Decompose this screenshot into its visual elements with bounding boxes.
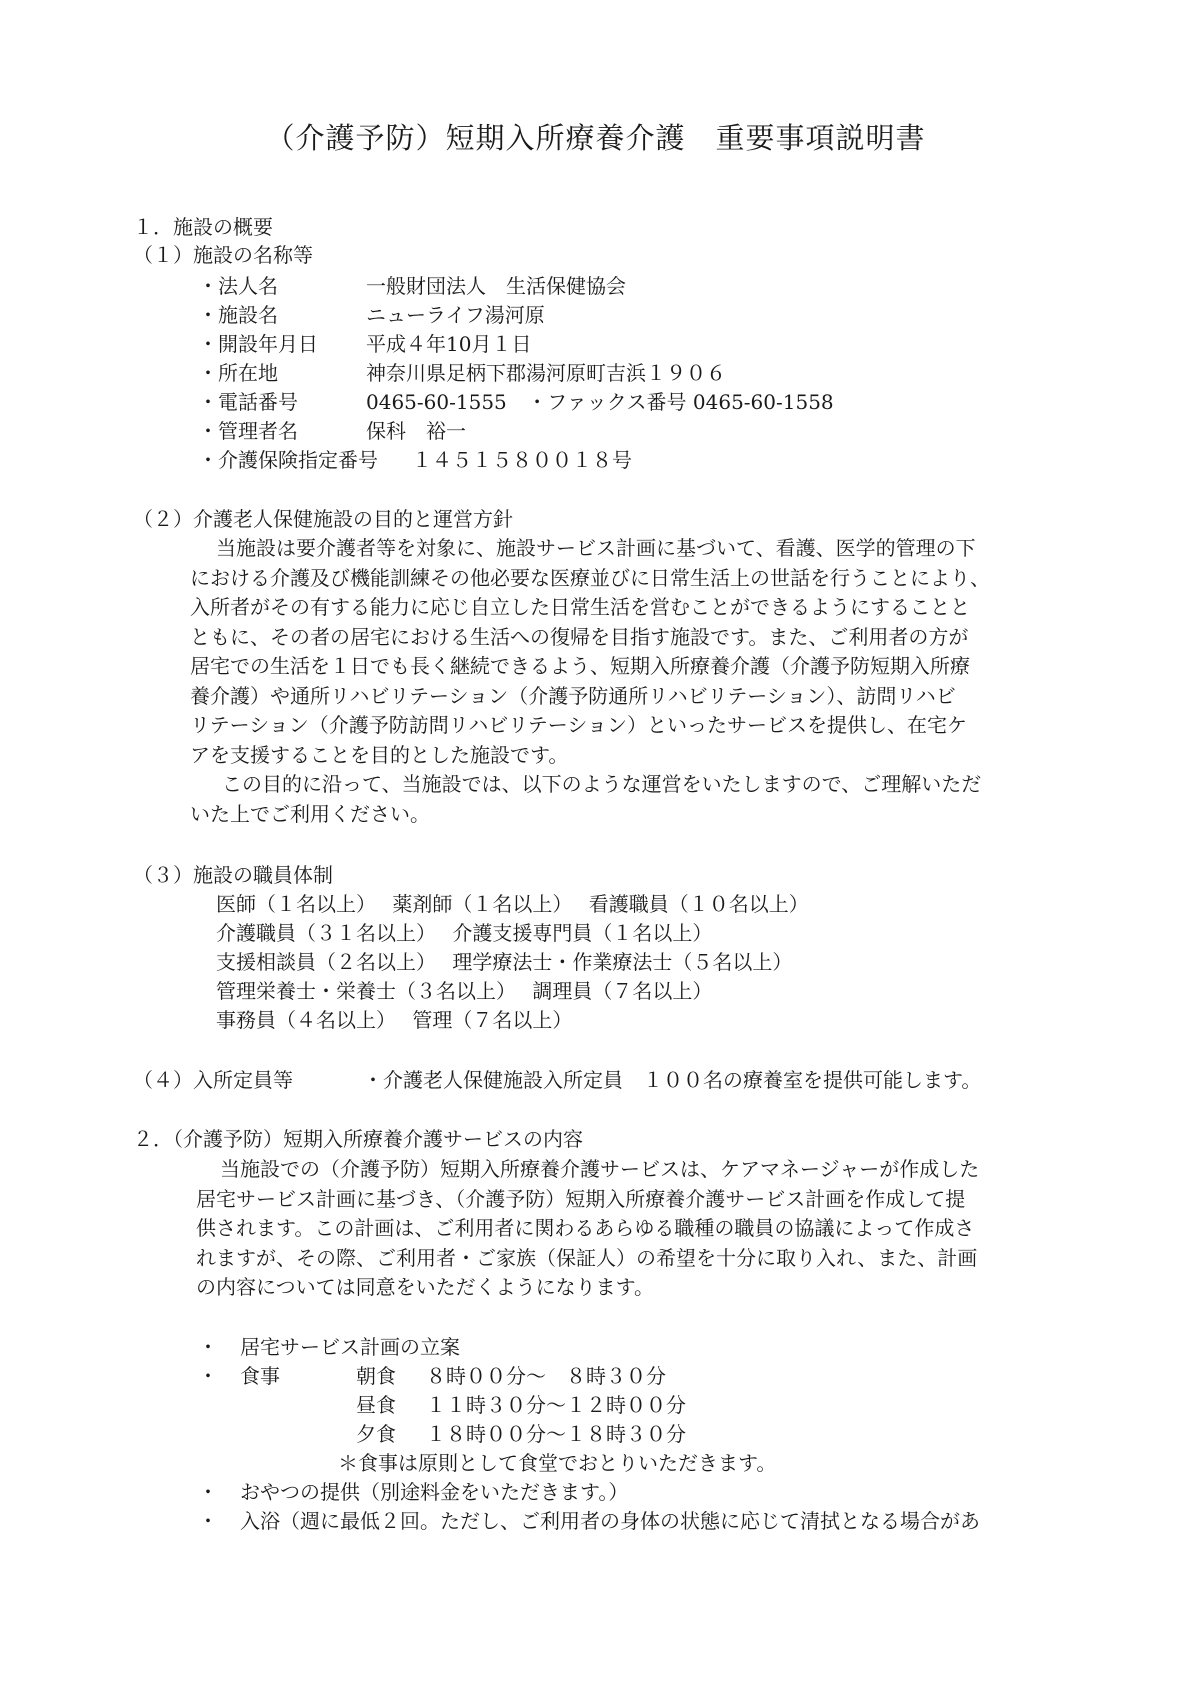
subsection-1-4-heading: （４）入所定員等 — [133, 1068, 293, 1092]
meal-name: 夕食 — [356, 1422, 396, 1446]
info-label: ・電話番号 — [198, 390, 298, 414]
paragraph-line: 居宅サービス計画に基づき、（介護予防）短期入所療養介護サービス計画を作成して提 — [196, 1186, 966, 1211]
meal-label: 食事 — [240, 1364, 280, 1388]
list-item-text: 居宅サービス計画の立案 — [240, 1335, 460, 1359]
info-row-address — [198, 359, 726, 387]
section-2-heading: ２．（介護予防）短期入所療養介護サービスの内容 — [133, 1127, 583, 1151]
info-value: 神奈川県足柄下郡湯河原町吉浜１９０６ — [366, 361, 726, 385]
fax-label: ・ファックス番号 — [527, 390, 687, 414]
list-item-text: おやつの提供（別途料金をいただきます。） — [240, 1480, 629, 1504]
staff-line: 管理栄養士・栄養士（３名以上） 調理員（７名以上） — [216, 979, 713, 1003]
insurance-value: １４５１５８００１８号 — [412, 448, 632, 472]
list-item-plan — [198, 1333, 460, 1361]
info-row-facility — [198, 301, 545, 329]
meal-name: 朝食 — [356, 1364, 396, 1388]
paragraph-line: 養介護）や通所リハビリテーション（介護予防通所リハビリテーション）、訪問リハビ — [190, 683, 956, 708]
info-label: ・管理者名 — [198, 419, 298, 443]
bullet: ・ — [198, 1335, 218, 1359]
meal-time: １１時３０分～１２時００分 — [426, 1393, 686, 1417]
paragraph-line: 入所者がその有する能力に応じ自立した日常生活を営むことができるようにすることと — [190, 595, 970, 619]
staff-line: 介護職員（３１名以上） 介護支援専門員（１名以上） — [216, 921, 713, 945]
info-label: ・開設年月日 — [198, 332, 318, 356]
section-1-heading: １．施設の概要 — [133, 215, 273, 239]
paragraph-line: 当施設は要介護者等を対象に、施設サービス計画に基づいて、看護、医学的管理の下 — [216, 536, 976, 560]
list-item-snack — [198, 1478, 628, 1506]
bullet: ・ — [198, 1480, 218, 1504]
phone-value: 0465-60-1555 — [366, 390, 507, 414]
info-row-phone — [198, 388, 834, 416]
meal-note: ＊食事は原則として食堂でおとりいただきます。 — [338, 1451, 777, 1475]
list-item-text: 入浴（週に最低２回。ただし、ご利用者の身体の状態に応じて清拭となる場合があ — [240, 1509, 980, 1533]
info-value: 保科 裕一 — [366, 419, 466, 443]
paragraph-line: リテーション（介護予防訪問リハビリテーション）といったサービスを提供し、在宅ケ — [190, 713, 967, 737]
capacity-text: ・介護老人保健施設入所定員 １００名の療養室を提供可能します。 — [363, 1068, 982, 1092]
meal-time: １８時００分～１８時３０分 — [426, 1422, 686, 1446]
info-row-corporation — [198, 272, 626, 300]
service-paragraph — [196, 1155, 1094, 1303]
meal-time: ８時００分～ ８時３０分 — [426, 1364, 666, 1388]
info-row-manager — [198, 417, 466, 445]
paragraph-line: ともに、その者の居宅における生活への復帰を目指す施設です。また、ご利用者の方が — [190, 624, 969, 649]
document-title: （介護予防）短期入所療養介護 重要事項説明書 — [265, 121, 926, 155]
meal-name: 昼食 — [356, 1393, 396, 1417]
paragraph-line: の内容については同意をいただくようになります。 — [196, 1275, 654, 1299]
staff-line: 医師（１名以上） 薬剤師（１名以上） 看護職員（１０名以上） — [216, 892, 809, 916]
paragraph-line: アを支援することを目的とした施設です。 — [190, 742, 569, 767]
paragraph-line: 供されます。この計画は、ご利用者に関わるあらゆる職種の職員の協議によって作成さ — [196, 1216, 975, 1240]
paragraph-line: 当施設での（介護予防）短期入所療養介護サービスは、ケアマネージャーが作成した — [220, 1157, 980, 1181]
paragraph-line: における介護及び機能訓練その他必要な医療並びに日常生活上の世話を行うことにより、 — [190, 565, 990, 590]
info-label: ・施設名 — [198, 303, 278, 327]
info-value: 一般財団法人 生活保健協会 — [366, 274, 626, 298]
list-item-meals — [198, 1362, 666, 1390]
purpose-paragraph — [190, 534, 1090, 829]
staff-line: 事務員（４名以上） 管理（７名以上） — [216, 1008, 573, 1032]
paragraph-line: いた上でご利用ください。 — [190, 801, 430, 826]
info-label: ・所在地 — [198, 361, 278, 385]
info-label: ・法人名 — [198, 274, 278, 298]
subsection-1-3-heading: （３）施設の職員体制 — [133, 863, 333, 887]
staff-line: 支援相談員（２名以上） 理学療法士・作業療法士（５名以上） — [216, 950, 793, 974]
paragraph-line: この目的に沿って、当施設では、以下のような運営をいたしますので、ご理解いただ — [222, 772, 982, 796]
paragraph-line: 居宅での生活を１日でも長く継続できるよう、短期入所療養介護（介護予防短期入所療 — [190, 654, 970, 678]
list-item-bath — [198, 1507, 980, 1535]
meal-row-dinner — [356, 1420, 686, 1448]
info-row-opening-date — [198, 330, 531, 358]
meal-row-lunch — [356, 1391, 686, 1419]
info-row-insurance-number — [198, 446, 632, 474]
subsection-1-2-heading: （２）介護老人保健施設の目的と運営方針 — [133, 507, 513, 531]
bullet: ・ — [198, 1509, 218, 1533]
subsection-1-1-heading: （１）施設の名称等 — [133, 243, 313, 267]
paragraph-line: れますが、その際、ご利用者・ご家族（保証人）の希望を十分に取り入れ、また、計画 — [196, 1245, 978, 1270]
bullet: ・ — [198, 1364, 218, 1388]
insurance-label: ・介護保険指定番号 — [198, 448, 378, 472]
info-value: ニューライフ湯河原 — [366, 303, 545, 327]
fax-value: 0465-60-1558 — [692, 390, 834, 414]
info-value: 平成４年10月１日 — [366, 332, 532, 356]
